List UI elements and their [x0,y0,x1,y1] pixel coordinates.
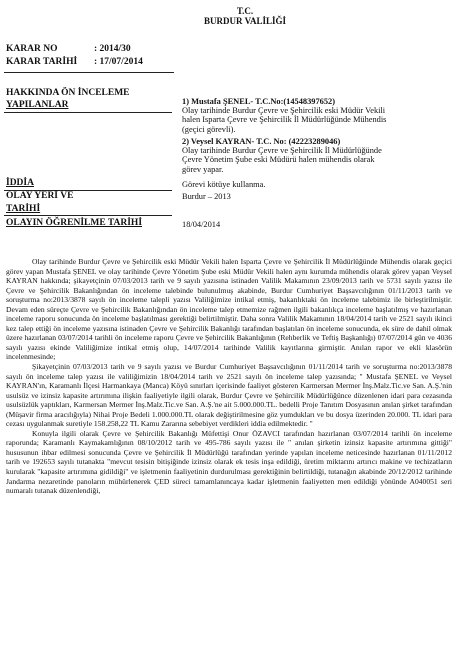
person-1-line-2: halen Isparta Çevre ve Şehircilik İl Müdürlüğünde Mühendis [182,115,387,125]
olay-yeri-divider [4,215,172,216]
karar-no-row [6,44,131,54]
person-2-line-1: Olay tarihinde Burdur Çevre ve Şehircilik İl Müdürlüğünde [182,146,382,156]
person-1-title: 1) Mustafa ŞENEL- T.C.No:(14548397652) [182,97,335,106]
karar-tarihi-row [6,57,143,67]
report-body [6,257,452,496]
iddia-value: Görevi kötüye kullanma. [182,180,266,189]
iddia-label: İDDİA [6,178,34,188]
person-2 [182,137,382,174]
olay-yeri-value: Burdur – 2013 [182,192,231,201]
hakkinda-divider [4,112,172,113]
karar-tarihi-value: : 17/07/2014 [94,57,143,67]
person-2-line-2: Çevre Yönetim Şube eski Müdürü halen mühendis olarak [182,155,375,165]
hakkinda-label-2: YAPILANLAR [6,100,69,110]
karar-tarihi-label: KARAR TARİHİ [6,57,78,67]
person-1-line-3: (geçici görevli). [182,124,236,134]
karar-no-value: : 2014/30 [94,44,131,54]
ogrenilme-value: 18/04/2014 [182,220,221,229]
top-divider [4,72,174,73]
header-tc: T.C. [236,6,254,16]
body-paragraph-2: Şikayetçinin 07/03/2013 tarih ve 9 sayılı yazısı ve Burdur Cumhuriyet Başsavcılığının 01/11/2014 tarih ve soruşturma no:2013/3878 sayılı ön inceleme talep yazısı ile valiliğimizin 18/04/2014 tarih ve 2521 sayılı ön inceleme talep yazısında; " Mustafa ŞENEL ve Veysel KAYRAN'ın, Karamanlı İlçesi Harmankaya (Manca) Köyü sınırları içerisinde faaliyet gösteren Karmersan Mermer İnş.Malz.Tic.ve San. A.Ş.'nin usulsüz ve izinsiz kapasite artırımına ilişkin faaliyetiyle ilgili olarak, Burdur Çevre ve Şehircilik Müdürlüğünce düzenlenen idari para cezasında usulsüzlük yaptıkları, Karmersan Mermer İnş.Malz.Tic.ve San. A.Ş.'ne ait 5.000.000.TL. bedelli Proje Tanıtım Dosyasının anılan şirket tarafından (Müşavir firma aracılığıyla) Nihai Proje Bedeli 1.000.000.TL olarak değiştirilmesine göz yumdukları ve bu dosya üzerinden 20.000. TL idari para cezası uygulanmak suretiyle 158.258,22 TL Kamu Zararına sebebiyet verdikleri iddia edilmektedir. " [6,362,452,429]
ogrenilme-label: OLAYIN ÖĞRENİLME TARİHİ [6,218,143,228]
person-2-title: 2) Veysel KAYRAN- T.C. No: (42223289046) [182,137,341,146]
body-paragraph-1: Olay tarihinde Burdur Çevre ve Şehircilik eski Müdür Vekili halen Isparta Çevre ve Şehircilik İl Müdürlüğünde Mühendis olarak geçici görev yapan Mustafa ŞENEL ve olay tarihinde Çevre Yönetim Şube eski Müdür Vekili halen aynı kurumda mühendis olarak görev yapan Veysel KAYRAN hakkında; şikayetçinin 07/03/2013 tarih ve 9 sayılı yazısına istinaden Valilik Makamının 23/09/2013 tarih ve 5731 sayılı yazısı ile Çevre ve Şehircilik Bakanlığından ön inceleme talebinde bulunulmuş akabinde, Burdur Cumhuriyet Başsavcılığının 01/11/2013 tarih ve soruşturma no:2013/3878 sayılı ön inceleme talepli yazısı Valiliğimize intikal etmiş, bakanlıktaki ön inceleme talebimiz ile birleştirilmiştir. Devam eden süreçte Çevre ve Şehircilik Bakanlığından ön inceleme talep etmemize rağmen ilgili bakanlıkça inceleme başlatılmış ve hazırlanan inceleme raporu sonucunda ön inceleme başlatılması gerektiği belirtilmiştir. Daha sonra Valilik Makamının 18/04/2014 tarih ve 2521 sayılı ikinci kez talep ettiği ön inceleme yazısına istinaden Çevre ve Şehircilik Bakanlığı tarafından başlatılan ön inceleme sonucunda, ek süre de dahil olmak üzere hazırlanan 03/07/2014 tarihli ön inceleme raporu Çevre ve Şehircilik Bakanlığının (Rehberlik ve Teftiş Başkanlığı) 07/07/2014 gün ve 4036 sayılı yazısı ekinde Valiliğimize intikal etmiş olup, 14/07/2014 tarihinde Valilik kayıtlarına girmiştir. Anılan rapor ve ekli klasörün incelenmesinde; [6,257,452,362]
person-1-line-1: Olay tarihinde Burdur Çevre ve Şehircilik eski Müdür Vekili [182,106,386,116]
header-valilik: BURDUR VALİLİĞİ [204,16,286,26]
body-paragraph-3: Konuyla ilgili olarak Çevre ve Şehircilik Bakanlığı Müfettişi Onur ÖZAVCI tarafından hazırlanan 03/07/2014 tarihli ön inceleme raporunda; Karamanlı Kaymakamlığının 08/10/2012 tarih ve 495-786 sayılı yazısı ile " anılan şirketin izinsiz kapasite artırımına gittiği" hususunun ihbar edilmesi sonucunda Çevre ve Şehircilik İl Müdürlüğü tarafından yerinde yapılan inceleme neticesinde hazırlanan 01/11/2012 tarih ve 192653 sayılı tutanakta "mevcut tesisin bitişiğinde izinsiz olarak ek tesis inşa edildiği, üretim miktarını artırıcı makine ve techizatların kurularak "kapasite artırımına gidildiği" ve işletmenin faaliyetinin durdurulması gerektiğinin belirtildiği, tutanağın akabinde 20/12/2012 tarihinde Jandarma nezaretinde panoların mühürlenerek ÇED süreci tamamlanıncaya kadar işletmenin faaliyetten men edildiği yönünde A040051 seri numaralı tutanak düzenlendiği, [6,428,452,496]
person-1 [182,97,386,134]
olay-yeri-label-2: TARİHİ [6,204,41,214]
olay-yeri-label-1: OLAY YERİ VE [6,191,74,201]
karar-no-label: KARAR NO [6,44,58,54]
person-2-line-3: görev yapar. [182,164,224,174]
hakkinda-label-1: HAKKINDA ÖN İNCELEME [6,88,130,98]
